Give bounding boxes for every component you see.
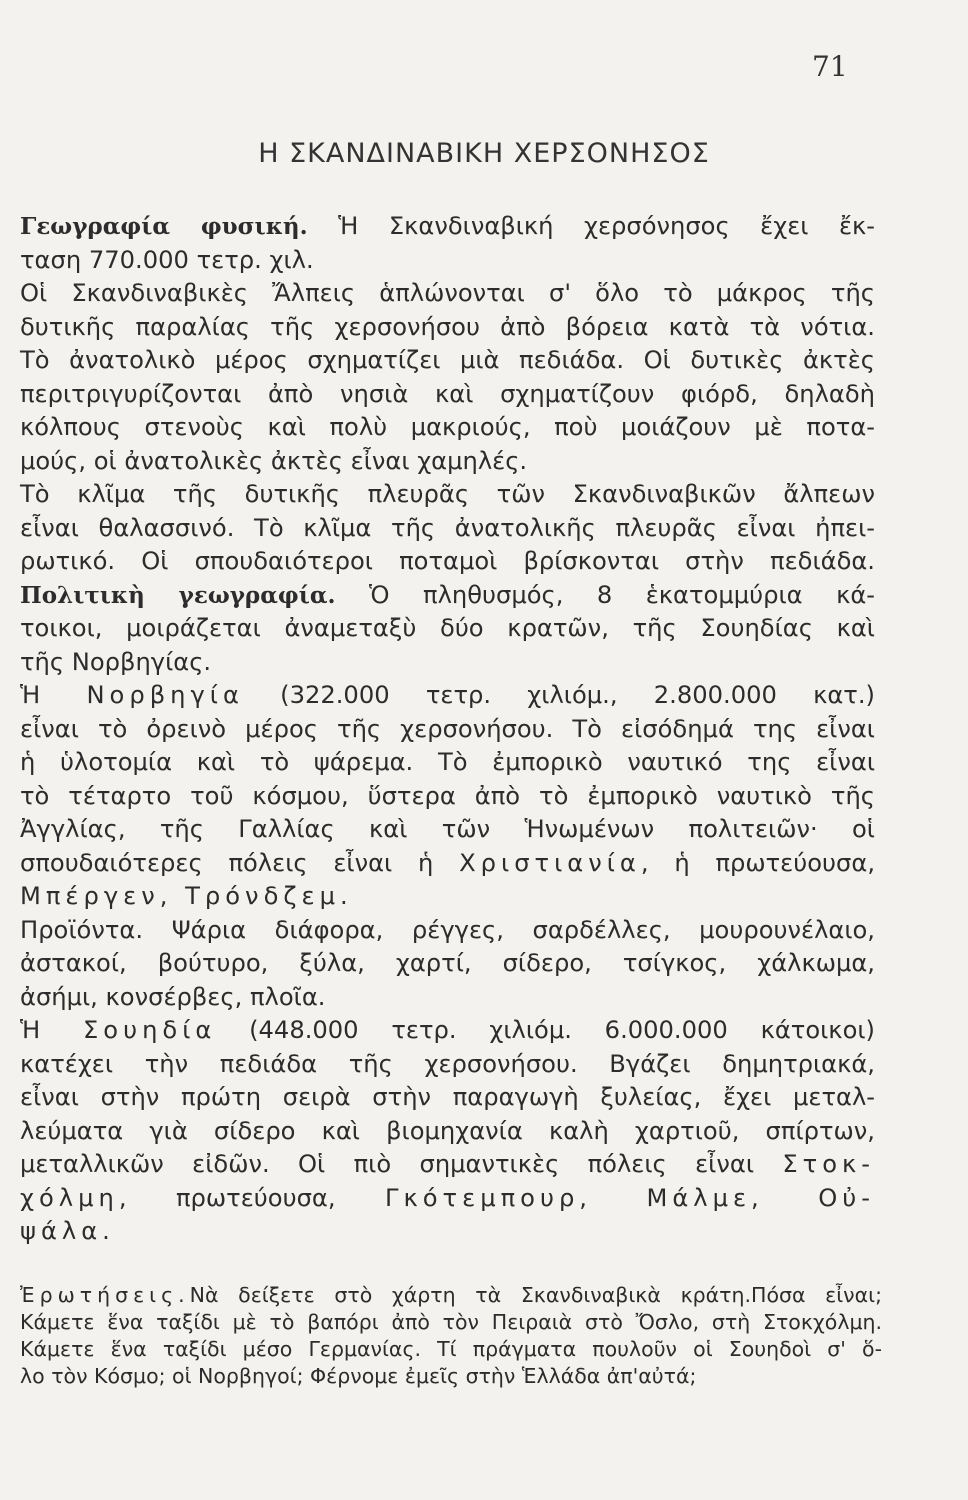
text-span: (322.000 τετρ. χιλιόμ., 2.800.000 κατ.) — [243, 681, 875, 709]
text-line: μούς, οἱ ἀνατολικὲς ἀκτὲς εἶναι χαμηλές. — [20, 446, 528, 475]
text-line: ταση 770.000 τετρ. χιλ. — [20, 245, 314, 274]
question-line: Κάμετε ἕνα ταξίδι μὲ τὸ βαπόρι ἀπὸ τὸν Πειραιὰ στὸ Ὄσλο, στὴ Στοκχόλμη. — [20, 1310, 882, 1334]
question-line: λο τὸν Κόσμο; οἱ Νορβηγοί; Φέρνομε ἐμεῖς στὴν Ἑλλάδα ἀπ'αὐτά; — [20, 1364, 697, 1388]
text-line: δυτικῆς παραλίας τῆς χερσονήσου ἀπὸ βόρεια κατὰ τὰ νότια. — [20, 312, 875, 341]
text-line: τὸ τέταρτο τοῦ κόσμου, ὕστερα ἀπὸ τὸ ἐμπορικὸ ναυτικὸ τῆς — [20, 781, 875, 810]
text-line: Τὸ κλῖμα τῆς δυτικῆς πλευρᾶς τῶν Σκανδιναβικῶν ἄλπεων — [20, 480, 875, 508]
text-line: Ἀγγλίας, τῆς Γαλλίας καὶ τῶν Ἡνωμένων πολιτειῶν· οἱ — [20, 815, 875, 843]
text-line: Τὸ ἀνατολικὸ μέρος σχηματίζει μιὰ πεδιάδα. Οἱ δυτικὲς ἀκτὲς — [20, 346, 875, 374]
text-line: κατέχει τὴν πεδιάδα τῆς χερσονήσου. Βγάζει δημητριακά, — [20, 1049, 875, 1078]
question-line — [20, 1282, 882, 1309]
page-number: 71 — [812, 50, 848, 83]
city-name: χόλμη — [20, 1183, 119, 1212]
city-name: Στοκ- — [782, 1150, 875, 1178]
text-line: ἡ ὑλοτομία καὶ τὸ ψάρεμα. Τὸ ἐμπορικὸ ναυτικό της εἶναι — [20, 748, 875, 776]
country-name-norway: Ἡ Νορβηγία — [20, 681, 244, 709]
text-line — [20, 1148, 875, 1182]
text-line: Οἱ Σκανδιναβικὲς Ἄλπεις ἁπλώνονται σ' ὅλο τὸ μάκρος τῆς — [20, 279, 875, 307]
text-span: , ἡ πρωτεύουσα, — [640, 848, 876, 877]
text-span: Ἡ Σκανδιναβική χερσόνησος ἔχει ἔκ- — [307, 212, 876, 240]
questions-label: Ἐρωτήσεις. — [20, 1283, 190, 1307]
text-line — [20, 1182, 875, 1216]
text-line — [20, 579, 875, 613]
country-name-sweden: Ἡ Σουηδία — [20, 1016, 217, 1044]
text-line: τοικοι, μοιράζεται ἀναμεταξὺ δύο κρατῶν, τῆς Σουηδίας καὶ — [20, 614, 875, 642]
text-line: εἶναι θαλασσινό. Τὸ κλῖμα τῆς ἀνατολικῆς πλευρᾶς εἶναι ἠπει- — [20, 513, 875, 542]
text-line: ψάλα. — [20, 1217, 115, 1245]
text-span: σπουδαιότερες πόλεις εἶναι ἡ — [20, 848, 460, 877]
text-span: μεταλλικῶν εἰδῶν. Οἱ πιὸ σημαντικὲς πόλεις εἶναι — [20, 1150, 783, 1178]
page-title: Η ΣΚΑΝΔΙΝΑΒΙΚΗ ΧΕΡΣΟΝΗΣΟΣ — [258, 138, 710, 169]
text-line — [20, 679, 875, 713]
text-line — [20, 210, 875, 244]
text-line: ρωτικό. Οἱ σπουδαιότεροι ποταμοὶ βρίσκονται στὴν πεδιάδα. — [20, 547, 875, 575]
questions-block — [20, 1282, 882, 1390]
text-line: λεύματα γιὰ σίδερο καὶ βιομηχανία καλὴ χαρτιοῦ, σπίρτων, — [20, 1116, 875, 1145]
text-line — [20, 847, 875, 881]
text-line: ἀστακοί, βούτυρο, ξύλα, χαρτί, σίδερο, τσίγκος, χάλκωμα, — [20, 949, 875, 977]
text-line: εἶναι στὴν πρώτη σειρὰ στὴν παραγωγὴ ξυλείας, ἔχει μεταλ- — [20, 1083, 875, 1111]
main-text — [20, 210, 875, 1249]
text-line: ἀσήμι, κονσέρβες, πλοῖα. — [20, 982, 326, 1011]
text-span: Νὰ δείξετε στὸ χάρτη τὰ Σκανδιναβικὰ κράτη.Πόσα εἶναι; — [189, 1283, 882, 1307]
text-span: (448.000 τετρ. χιλιόμ. 6.000.000 κάτοικοι) — [216, 1016, 875, 1044]
section-heading-physical: Γεωγραφία φυσική. — [20, 213, 308, 240]
text-span: , πρωτεύουσα, — [118, 1183, 386, 1212]
city-name: Χριστιανία — [459, 848, 641, 877]
text-line — [20, 1014, 875, 1048]
text-line: εἶναι τὸ ὀρεινὸ μέρος τῆς χερσονήσου. Τὸ εἰσόδημά της εἶναι — [20, 714, 875, 743]
section-heading-political: Πολιτικὴ γεωγραφία. — [20, 581, 336, 609]
text-span: Ὁ πληθυσμός, 8 ἑκατομμύρια κά- — [335, 580, 876, 609]
text-line: Μπέργεν, Τρόνδζεμ. — [20, 882, 353, 910]
text-line: περιτριγυρίζονται ἀπὸ νησιὰ καὶ σχηματίζουν φιόρδ, δηλαδὴ — [20, 379, 875, 408]
text-line: Προϊόντα. Ψάρια διάφορα, ρέγγες, σαρδέλλες, μουρουνέλαιο, — [20, 915, 875, 944]
city-name: Γκότεμπουρ, Μάλμε, Οὐ- — [385, 1183, 875, 1212]
text-line: τῆς Νορβηγίας. — [20, 647, 212, 676]
question-line: Κάμετε ἕνα ταξίδι μέσο Γερμανίας. Τί πράγματα πουλοῦν οἱ Σουηδοὶ σ' ὅ- — [20, 1337, 882, 1361]
text-line: κόλπους στενοὺς καὶ πολὺ μακριούς, ποὺ μοιάζουν μὲ ποτα- — [20, 413, 875, 441]
